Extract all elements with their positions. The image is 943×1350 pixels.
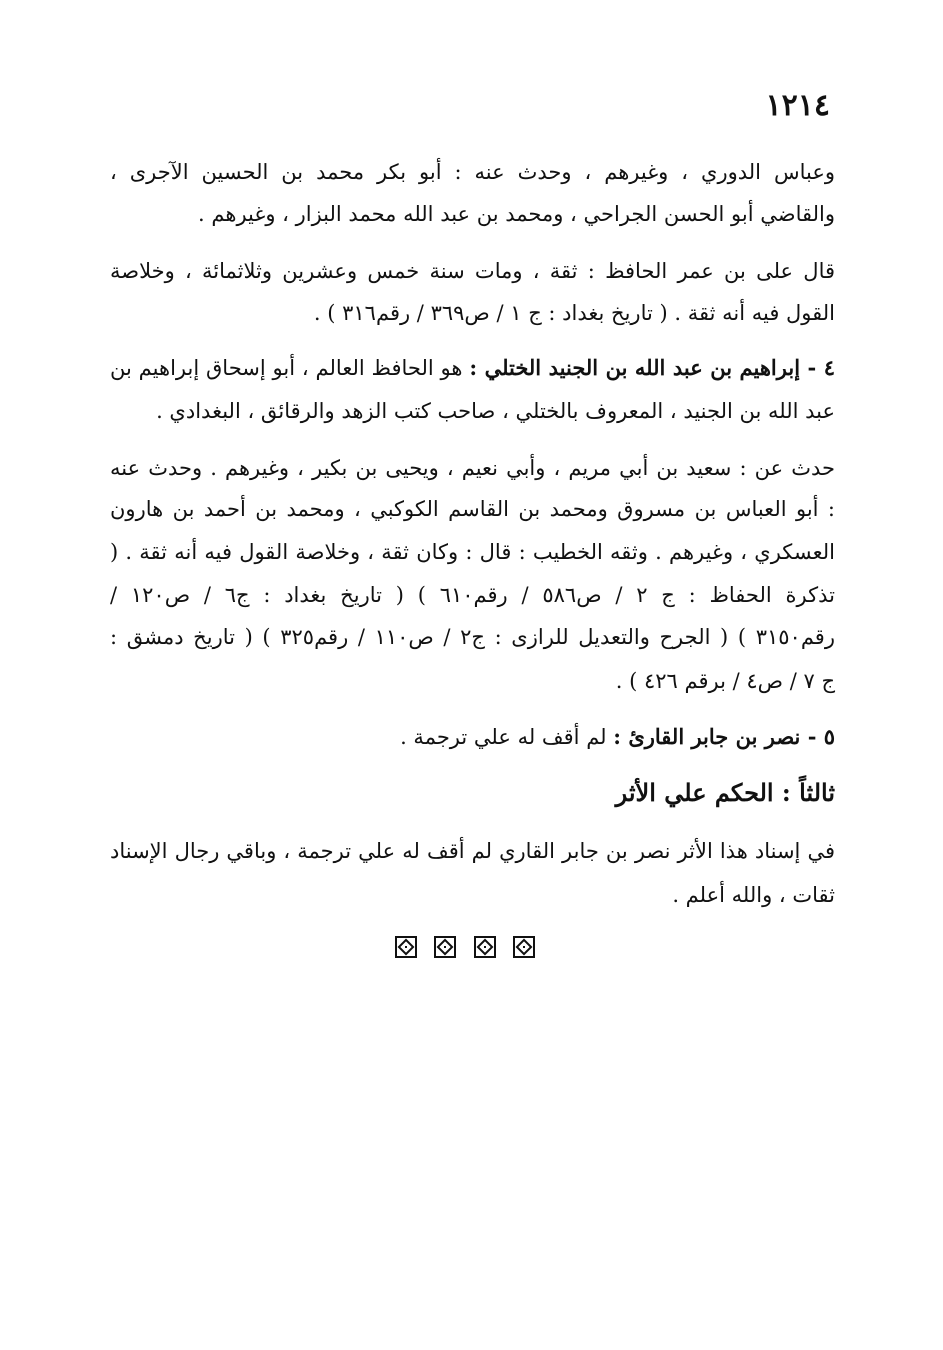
text-line: وعباس الدوري ، وغيرهم ، وحدث عنه : أبو بكر محمد بن الحسين الآجرى ، xyxy=(110,160,835,184)
section-heading: ثالثاً : الحكم علي الأثر xyxy=(615,778,835,807)
entry-5-description: لم أقف له علي ترجمة . xyxy=(400,725,607,749)
page-number: ١٢١٤ xyxy=(765,88,830,123)
text-line: حدث عن : سعيد بن أبي مريم ، وأبي نعيم ، ويحيى بن بكير ، وغيرهم . وحدث عنه xyxy=(110,456,835,480)
text-line: ثقات ، والله أعلم . xyxy=(672,883,835,907)
entry-4-line xyxy=(110,353,835,383)
text-line: العسكري ، وغيرهم . وثقه الخطيب : قال : وكان ثقة ، وخلاصة القول فيه أنه ثقة . ( xyxy=(110,540,835,564)
knot-square-ornament-icon xyxy=(434,936,456,958)
text-line: : أبو العباس بن مسروق ومحمد بن القاسم الكوكبي ، ومحمد بن أحمد بن هارون xyxy=(110,497,835,521)
entry-4-name: ٤ - إبراهيم بن عبد الله بن الجنيد الختلي : xyxy=(469,355,835,380)
text-line: رقم٣١٥٠ ) ( الجرح والتعديل للرازى : ج٢ / ص١١٠ / رقم٣٢٥ ) ( تاريخ دمشق : xyxy=(110,625,835,649)
knot-square-ornament-icon xyxy=(513,936,535,958)
entry-4-description: هو الحافظ العالم ، أبو إسحاق إبراهيم بن xyxy=(110,356,463,380)
knot-square-ornament-icon xyxy=(474,936,496,958)
entry-5-line xyxy=(400,722,835,752)
knot-square-ornament-icon xyxy=(395,936,417,958)
text-line: تذكرة الحفاظ : ج ٢ / ص٥٨٦ / رقم٦١٠ ) ( تاريخ بغداد : ج٦ / ص١٢٠ / xyxy=(110,583,835,607)
text-line: ج ٧ / ص٤ / برقم ٤٢٦ ) . xyxy=(615,669,835,693)
text-line: في إسناد هذا الأثر نصر بن جابر القاري لم أقف له علي ترجمة ، وباقي رجال الإسناد xyxy=(110,839,835,863)
text-line: قال على بن عمر الحافظ : ثقة ، ومات سنة خمس وعشرين وثلاثمائة ، وخلاصة xyxy=(110,259,835,283)
text-line: القول فيه أنه ثقة . ( تاريخ بغداد : ج ١ / ص٣٦٩ / رقم٣١٦ ) . xyxy=(313,301,835,325)
text-line: والقاضي أبو الحسن الجراحي ، ومحمد بن عبد الله محمد البزار ، وغيرهم . xyxy=(198,202,835,226)
ornament-divider xyxy=(395,936,535,962)
entry-5-name: ٥ - نصر بن جابر القارئ : xyxy=(613,724,835,749)
text-line: عبد الله بن الجنيد ، المعروف بالختلي ، صاحب كتب الزهد والرقائق ، البغدادي . xyxy=(156,399,835,423)
